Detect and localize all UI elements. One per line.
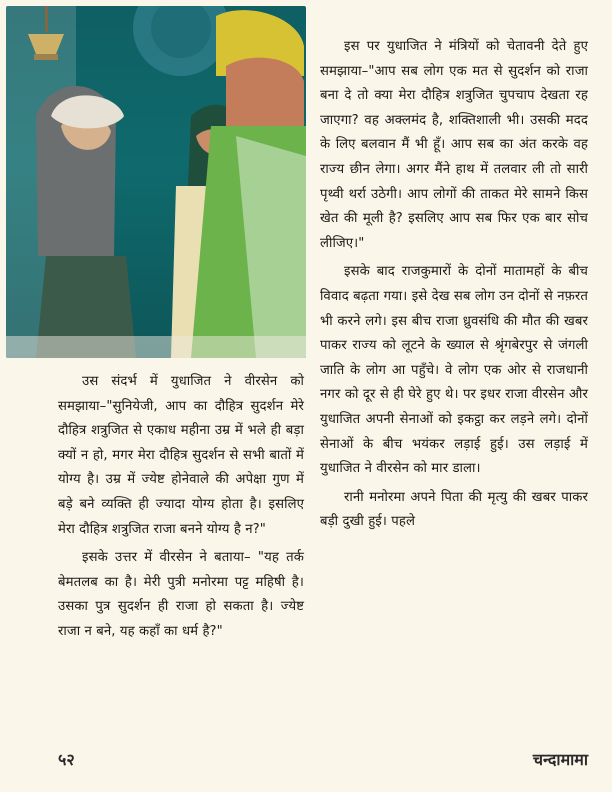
paragraph: उस संदर्भ में युधाजित ने वीरसेन को समझाया–"सुनियेजी, आप का दौहित्र सुदर्शन मेरे दौहित्र शत्रुजित से एकाध महीना उम्र में भले ही बड़ा क्यों न हो, मगर मेरा दौहित्र सुदर्शन से सभी बातों में योग्य है। उम्र में ज्येष्ट होनेवाले की अपेक्षा गुण में बड़े बने व्यक्ति ही ज्यादा योग्य होता है। इसलिए मेरा दौहित्र शत्रुजित राजा बनने योग्य है न?" — [58, 374, 304, 537]
floor — [6, 336, 306, 358]
ornament-sun — [133, 6, 229, 76]
right-column — [320, 35, 588, 535]
paragraph: इसके बाद राजकुमारों के दोनों मातामहों के बीच विवाद बढ़ता गया। इसे देख सब लोग उन दोनों से नफ़रत भी करने लगे। इस बीच राजा ध्रुवसंधि की मौत की खबर पाकर राज्य को लूटने के ख्याल से श्रृंगबेरपुर से जंगली जाति के लोग आ पहुँचे। वे लोग एक ओर से राजधानी नगर को दूर से ही घेरे हुए थे। पर इधर राजा वीरसेन और युधाजित अपनी सेनाओं को इकट्ठा कर लड़ने लगे। दोनों सेनाओं के बीच भयंकर लड़ाई हुई। उस लड़ाई में युधाजित ने वीरसेन को मार डाला। — [320, 264, 588, 477]
footer — [58, 748, 588, 770]
paragraph: रानी मनोरमा अपने पिता की मृत्यु की खबर पाकर बड़ी दुखी हुई। पहले — [320, 489, 588, 530]
paragraph: इस पर युधाजित ने मंत्रियों को चेतावनी देते हुए समझाया–"आप सब लोग एक मत से सुदर्शन को राजा बना दे तो क्या मेरा दौहित्र शत्रुजित चुपचाप देखता रह जाएगा? वह अक्लमंद है, शक्तिशाली भी। उसकी मदद के लिए बलवान मैं भी हूँ। आप सब का अंत करके वह राज्य छीन लेगा। अगर मैंने हाथ में तलवार ली तो सारी पृथ्वी थर्रा उठेगी। आप लोगों की ताकत मेरे सामने किस खेत की मूली है? इसलिए आप सब फिर एक बार सोच लीजिए।" — [320, 39, 588, 251]
story-illustration — [6, 6, 306, 358]
left-column — [58, 370, 304, 645]
magazine-name: चन्दामामा — [532, 750, 588, 769]
paragraph: इसके उत्तर में वीरसेन ने बताया– "यह तर्क बेमतलब का है। मेरी पुत्री मनोरमा पट्ट महिषी है। उसका पुत्र सुदर्शन ही राजा हो सकता है। ज्येष्ट राजा न बने, यह कहाँ का धर्म है?" — [58, 550, 304, 639]
figure-left — [36, 86, 136, 358]
illustration-svg — [6, 6, 306, 358]
page-number: ५२ — [58, 750, 75, 769]
